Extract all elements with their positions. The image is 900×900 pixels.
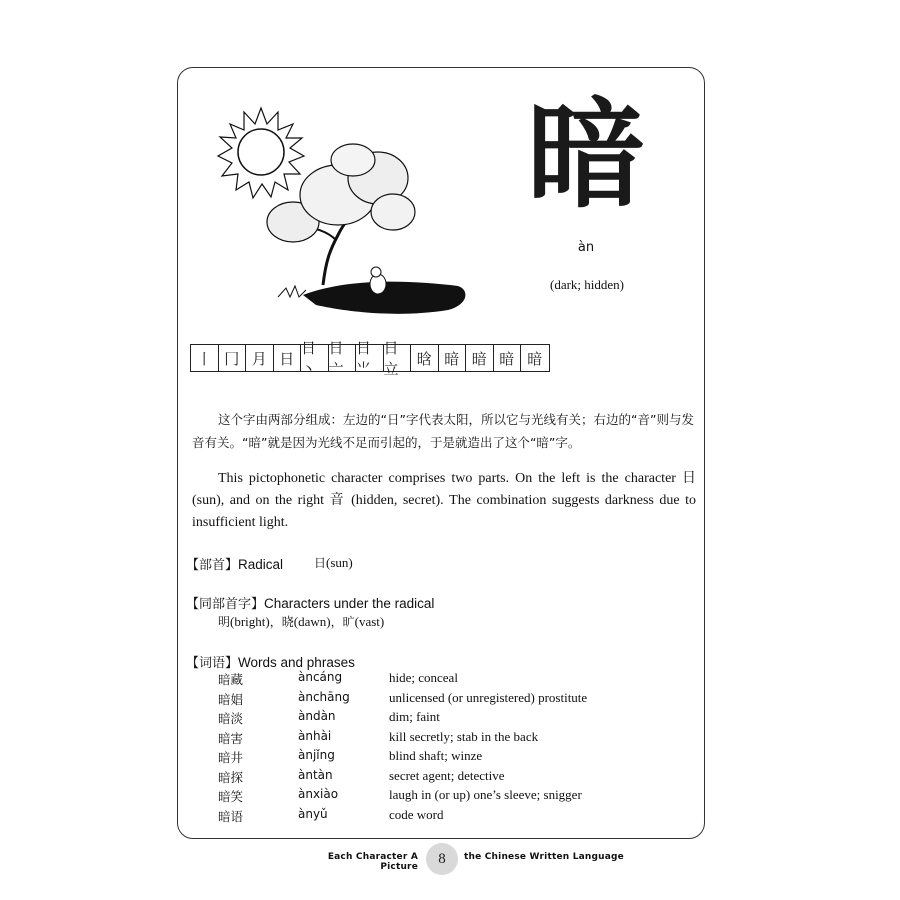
stroke-order-row [190,339,550,378]
word-chinese: 暗害 [218,730,244,746]
radical-label-en: Radical [238,557,284,572]
word-pinyin: àndàn [298,709,336,723]
sun-tree-shadow-illustration [198,100,478,330]
word-pinyin: àntàn [298,767,333,782]
word-pinyin: ànxiào [298,787,339,801]
word-english: hide; conceal [389,670,458,685]
footer-left-title: Each Character A Picture [327,852,418,872]
stroke-order-cell: 日 [274,345,302,371]
word-english: unlicensed (or unregistered) prostitute [389,689,588,705]
page-number: 8 [426,843,458,875]
radical-meaning: (sun) [326,555,353,570]
stroke-order-cell: 丨 [191,345,219,371]
word-chinese: 暗笑 [218,789,244,804]
radical-value [314,554,353,571]
stroke-order-cell: 日立 [384,345,412,371]
under-radical-label-zh: 【同部首字】 [186,597,265,612]
under-radical-label-en: Characters under the radical [264,596,435,611]
word-row [218,729,638,749]
list-separator: ， [269,615,282,629]
word-chinese: 暗藏 [218,672,244,687]
chinese-explanation: 这个字由两部分组成：左边的“日”字代表太阳，所以它与光线有关；右边的“音”则与发音有关。“暗”就是因为光线不足而引起的，于是就造出了这个“暗”字。 [192,412,694,450]
word-english: code word [389,806,444,822]
radical-heading [186,554,283,573]
tree-drawing [267,144,415,285]
footer-right-title: the Chinese Written Language [464,852,624,862]
list-separator: ， [330,615,343,629]
related-character-meaning: (vast) [354,614,385,629]
word-pinyin: ànchāng [298,689,350,704]
word-english: laugh in (or up) one’s sleeve; snigger [389,787,582,802]
main-character: 暗 [526,86,645,224]
character-meaning: (dark; hidden) [549,277,624,292]
related-character-meaning: (bright) [230,614,270,629]
stroke-order-cell: 日⺌ [356,345,384,371]
words-list [218,670,638,826]
stroke-order-cell: 暗 [466,345,494,371]
word-pinyin: àncáng [298,670,343,684]
stroke-order-cell: 月 [246,345,274,371]
related-character: 旷 [342,615,355,629]
word-english: blind shaft; winze [389,748,483,763]
stroke-order-cell: 冂 [219,345,247,371]
english-explanation: This pictophonetic character comprises two parts. On the left is the character 日 (sun), and on the right 音 (hidden, secret). The combination suggests darkness due to insufficient light. [192,471,696,530]
radical-label-zh: 【部首】 [186,558,239,573]
word-chinese: 暗淡 [218,711,244,726]
character-pinyin: àn [577,240,595,255]
word-row [218,748,638,768]
word-pinyin: ànhài [298,728,332,743]
radical-char: 日 [314,556,327,570]
word-row [218,709,638,729]
word-chinese: 暗探 [218,769,244,785]
word-pinyin: ànyǔ [298,806,328,821]
under-radical-list [218,613,384,630]
word-row [218,787,638,807]
stroke-order-cell: 暗 [439,345,467,371]
sun-drawing [218,108,304,198]
words-label-en: Words and phrases [238,655,355,670]
word-row [218,807,638,827]
stroke-order-cell: 暗 [527,349,543,368]
stroke-order-cell: 晗 [411,345,439,371]
stroke-order-cell: 日亠 [329,345,357,371]
word-row [218,690,638,710]
word-english: secret agent; detective [389,767,505,783]
word-pinyin: ànjǐng [298,748,335,762]
related-character: 晓 [281,615,294,629]
related-character: 明 [218,615,231,629]
stroke-order-cell: 暗 [494,345,522,371]
word-chinese: 暗语 [218,808,244,824]
word-english: dim; faint [389,709,440,724]
words-heading [186,652,355,671]
word-row [218,768,638,788]
word-english: kill secretly; stab in the back [389,728,539,744]
under-radical-heading [186,593,434,612]
word-chinese: 暗娼 [218,691,244,707]
related-character-meaning: (dawn) [293,614,331,629]
word-row [218,670,638,690]
word-chinese: 暗井 [218,750,244,765]
stroke-order-cell: 日丶 [301,345,329,371]
words-label-zh: 【词语】 [186,656,239,671]
